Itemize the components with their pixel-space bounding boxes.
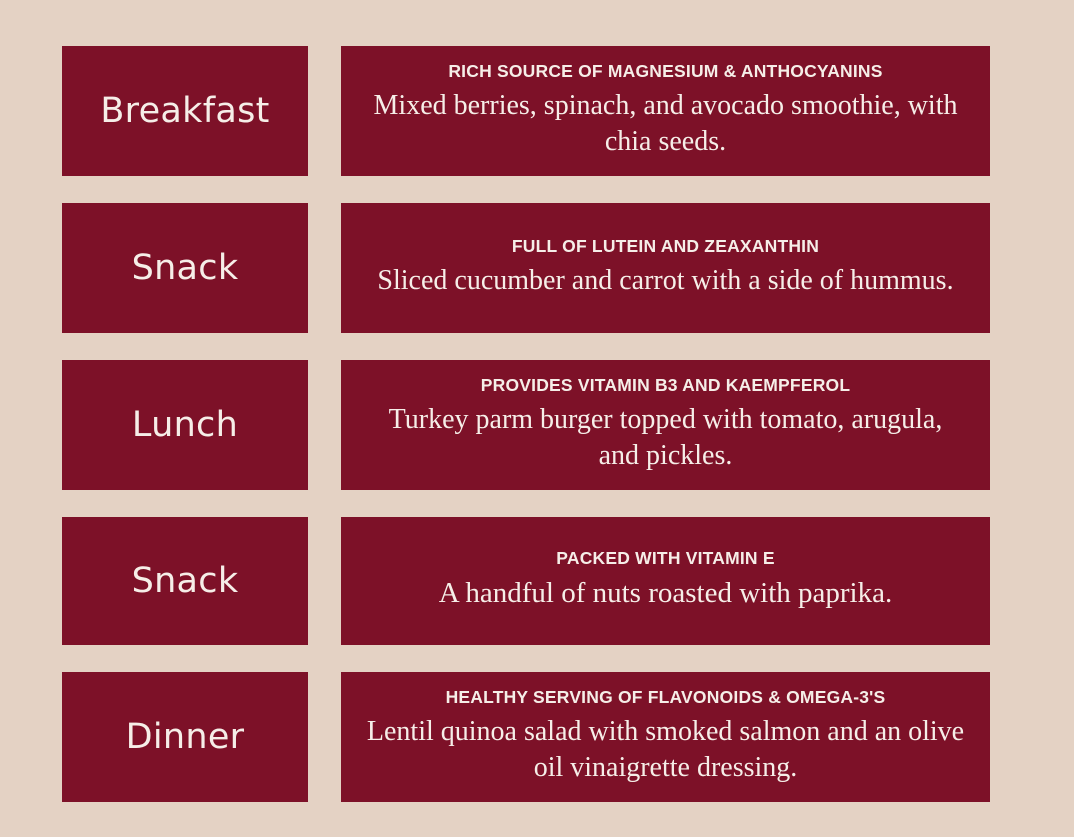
meal-label-text: Snack <box>131 561 239 601</box>
meal-description-card <box>341 517 990 645</box>
nutrient-highlight: PACKED WITH VITAMIN E <box>556 547 775 568</box>
nutrient-highlight: FULL OF LUTEIN AND ZEAXANTHIN <box>511 235 820 256</box>
meal-description-text: Turkey parm burger topped with tomato, arugula, and pickles. <box>388 403 943 471</box>
meal-label-text: Lunch <box>131 405 239 445</box>
meal-row <box>62 46 990 176</box>
meal-description-card <box>341 360 990 490</box>
row-spacer <box>308 203 341 333</box>
meal-label-text: Breakfast <box>100 91 270 131</box>
meal-row <box>62 672 990 802</box>
meal-description-text: A handful of nuts roasted with paprika. <box>438 576 893 609</box>
meal-description-card <box>341 203 990 333</box>
row-spacer <box>308 46 341 176</box>
meal-row <box>62 517 990 645</box>
meal-label-snack-morning <box>62 203 308 333</box>
meal-label-text: Dinner <box>125 717 245 757</box>
row-spacer <box>308 360 341 490</box>
row-spacer <box>308 672 341 802</box>
meal-row <box>62 203 990 333</box>
meal-description-text: Mixed berries, spinach, and avocado smoothie, with chia seeds. <box>373 89 958 157</box>
meal-label-text: Snack <box>131 248 239 288</box>
meal-label-dinner <box>62 672 308 802</box>
meal-description-card <box>341 46 990 176</box>
nutrient-highlight: RICH SOURCE OF MAGNESIUM & ANTHOCYANINS <box>448 60 883 81</box>
meal-label-lunch <box>62 360 308 490</box>
meal-description-card <box>341 672 990 802</box>
meal-row <box>62 360 990 490</box>
meal-label-breakfast <box>62 46 308 176</box>
meal-description-text: Lentil quinoa salad with smoked salmon and an olive oil vinaigrette dressing. <box>366 715 965 783</box>
meal-label-snack-afternoon <box>62 517 308 645</box>
nutrient-highlight: HEALTHY SERVING OF FLAVONOIDS & OMEGA-3'S <box>445 686 886 707</box>
row-spacer <box>308 517 341 645</box>
meal-description-text: Sliced cucumber and carrot with a side of hummus. <box>377 264 954 296</box>
nutrient-highlight: PROVIDES VITAMIN B3 AND KAEMPFEROL <box>480 374 851 395</box>
